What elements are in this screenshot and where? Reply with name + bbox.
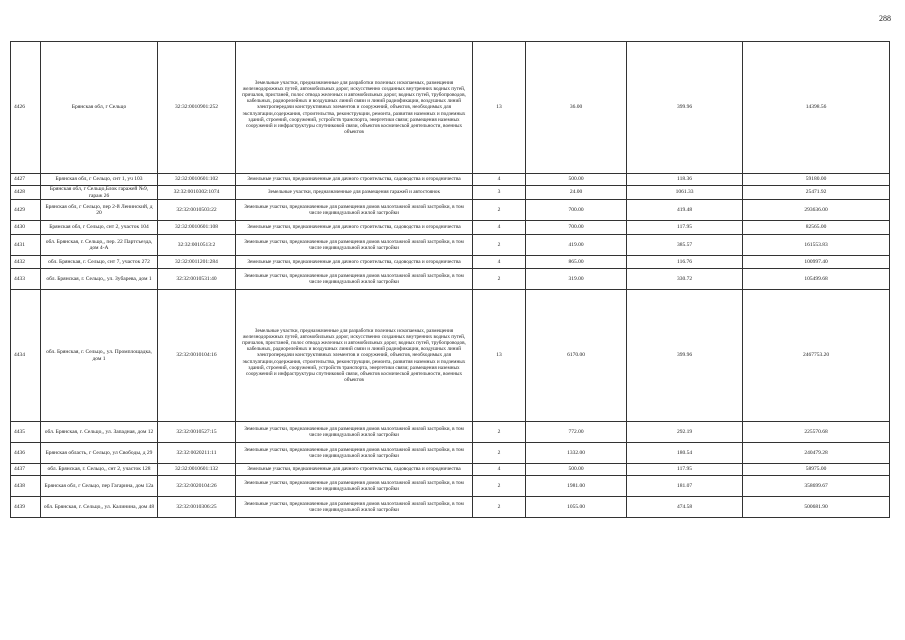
row-cadastral-value: 500681.90: [743, 497, 890, 518]
row-cadastral-number: 32:32:0020104:26: [158, 476, 236, 497]
row-cadastral-number: 32:32:0010104:16: [158, 290, 236, 422]
land-registry-table: [10, 41, 890, 518]
row-category-code: 2: [473, 200, 526, 221]
row-land-purpose: Земельные участки, предназначенные для дачного строительства, садоводства и огородничества: [236, 174, 473, 186]
row-cadastral-number: 32:32:0010601:108: [158, 221, 236, 235]
row-category-code: 13: [473, 290, 526, 422]
row-address: обл. Брянская, г. Сельцо,, пер. 22 Партсъезда, дом 4-А: [41, 235, 158, 256]
row-cadastral-number: 32:32:0010601:102: [158, 174, 236, 186]
row-cadastral-value: 59180.00: [743, 174, 890, 186]
row-cadastral-rate: 292.19: [627, 422, 743, 443]
row-cadastral-rate: 180.54: [627, 443, 743, 464]
table-row: [11, 443, 890, 464]
row-category-code: 2: [473, 235, 526, 256]
row-land-purpose: Земельные участки, предназначенные для размещения домов малоэтажной жилой застройки, в том числе индивидуальной жилой застройки: [236, 200, 473, 221]
row-number: 4438: [11, 476, 41, 497]
row-cadastral-rate: 330.72: [627, 269, 743, 290]
row-area: 1055.00: [526, 497, 627, 518]
page-number: 288: [879, 14, 891, 23]
row-category-code: 2: [473, 497, 526, 518]
row-cadastral-number: 32:32:0010302:1074: [158, 186, 236, 200]
table-row: [11, 221, 890, 235]
row-number: 4427: [11, 174, 41, 186]
row-number: 4430: [11, 221, 41, 235]
row-area: 700.00: [526, 221, 627, 235]
table-row: [11, 200, 890, 221]
row-cadastral-rate: 1061.33: [627, 186, 743, 200]
row-address: Брянская область, г Сельцо, ул Свободы, д 29: [41, 443, 158, 464]
row-address: Брянская обл, г Сельцо, пер 2-й Ленинский, д 20: [41, 200, 158, 221]
row-category-code: 2: [473, 269, 526, 290]
row-cadastral-number: 32:32:0010503:22: [158, 200, 236, 221]
row-cadastral-rate: 474.58: [627, 497, 743, 518]
row-cadastral-number: 32:32:0010901:252: [158, 42, 236, 174]
row-cadastral-value: 14398.56: [743, 42, 890, 174]
row-cadastral-rate: 399.96: [627, 290, 743, 422]
row-address: Брянская обл, г Сельцо, снт 2, участок 104: [41, 221, 158, 235]
row-area: 419.00: [526, 235, 627, 256]
table-row: [11, 290, 890, 422]
table-row: [11, 476, 890, 497]
row-cadastral-number: 32:32:0010527:15: [158, 422, 236, 443]
row-area: 36.00: [526, 42, 627, 174]
table-row: [11, 269, 890, 290]
table-row: [11, 256, 890, 269]
row-category-code: 2: [473, 422, 526, 443]
row-cadastral-number: 32:32:0010531:40: [158, 269, 236, 290]
row-cadastral-rate: 399.96: [627, 42, 743, 174]
row-area: 319.00: [526, 269, 627, 290]
row-cadastral-value: 2467753.20: [743, 290, 890, 422]
row-address: обл. Брянская, г. Сельцо, снт 7, участок 272: [41, 256, 158, 269]
row-area: 500.00: [526, 464, 627, 476]
row-number: 4433: [11, 269, 41, 290]
row-address: Брянская обл, г Сельцо, пер Гагарина, дом 12а: [41, 476, 158, 497]
table-row: [11, 422, 890, 443]
table-row: [11, 235, 890, 256]
row-land-purpose: Земельные участки, предназначенные для размещения домов малоэтажной жилой застройки, в том числе индивидуальной жилой застройки: [236, 422, 473, 443]
row-number: 4429: [11, 200, 41, 221]
row-land-purpose: Земельные участки, предназначенные для размещения домов малоэтажной жилой застройки, в том числе индивидуальной жилой застройки: [236, 443, 473, 464]
row-cadastral-value: 358699.67: [743, 476, 890, 497]
row-category-code: 4: [473, 221, 526, 235]
row-address: обл. Брянская, г. Сельцо,, снт 2, участок 128: [41, 464, 158, 476]
row-number: 4435: [11, 422, 41, 443]
table-row: [11, 186, 890, 200]
row-land-purpose: Земельные участки, предназначенные для размещения домов малоэтажной жилой застройки, в том числе индивидуальной жилой застройки: [236, 269, 473, 290]
row-category-code: 2: [473, 443, 526, 464]
row-cadastral-rate: 118.36: [627, 174, 743, 186]
row-number: 4436: [11, 443, 41, 464]
row-address: Брянская обл, г Сельцо, снт 1, уч 103: [41, 174, 158, 186]
row-category-code: 4: [473, 464, 526, 476]
row-area: 772.00: [526, 422, 627, 443]
row-number: 4432: [11, 256, 41, 269]
table-row: [11, 464, 890, 476]
row-category-code: 3: [473, 186, 526, 200]
row-number: 4439: [11, 497, 41, 518]
row-number: 4426: [11, 42, 41, 174]
row-category-code: 2: [473, 476, 526, 497]
row-cadastral-value: 293636.00: [743, 200, 890, 221]
row-cadastral-rate: 117.95: [627, 221, 743, 235]
row-land-purpose: Земельные участки, предназначенные для дачного строительства, садоводства и огородничества: [236, 256, 473, 269]
row-cadastral-number: 32:32:0020211:11: [158, 443, 236, 464]
row-address: обл. Брянская, г. Сельцо,, ул. Промплощадка, дом 1: [41, 290, 158, 422]
row-cadastral-value: 82565.00: [743, 221, 890, 235]
row-area: 865.00: [526, 256, 627, 269]
row-cadastral-value: 240479.28: [743, 443, 890, 464]
row-cadastral-rate: 181.07: [627, 476, 743, 497]
row-cadastral-value: 105499.68: [743, 269, 890, 290]
row-cadastral-rate: 419.48: [627, 200, 743, 221]
row-land-purpose: Земельные участки, предназначенные для размещения домов малоэтажной жилой застройки, в том числе индивидуальной жилой застройки: [236, 476, 473, 497]
row-area: 700.00: [526, 200, 627, 221]
row-cadastral-number: 32:32:0010513:2: [158, 235, 236, 256]
row-number: 4437: [11, 464, 41, 476]
row-cadastral-value: 225570.68: [743, 422, 890, 443]
row-address: Брянская обл, г Сельцо: [41, 42, 158, 174]
row-land-purpose: Земельные участки, предназначенные для размещения домов малоэтажной жилой застройки, в том числе индивидуальной жилой застройки: [236, 235, 473, 256]
row-area: 1332.00: [526, 443, 627, 464]
row-number: 4431: [11, 235, 41, 256]
row-cadastral-value: 58975.00: [743, 464, 890, 476]
row-cadastral-value: 100997.40: [743, 256, 890, 269]
row-land-purpose: Земельные участки, предназначенные для дачного строительства, садоводства и огородничества: [236, 221, 473, 235]
row-cadastral-value: 161553.83: [743, 235, 890, 256]
row-area: 24.00: [526, 186, 627, 200]
row-address: обл. Брянская, г. Сельцо,, ул. Зубарева, дом 1: [41, 269, 158, 290]
row-area: 1981.00: [526, 476, 627, 497]
row-category-code: 4: [473, 174, 526, 186]
row-number: 4428: [11, 186, 41, 200]
row-number: 4434: [11, 290, 41, 422]
row-land-purpose: Земельные участки, предназначенные для размещения домов малоэтажной жилой застройки, в том числе индивидуальной жилой застройки: [236, 497, 473, 518]
row-address: обл. Брянская, г. Сельцо,, ул. Западная, дом 12: [41, 422, 158, 443]
row-cadastral-number: 32:32:0010601:132: [158, 464, 236, 476]
row-cadastral-number: 32:32:0011201:284: [158, 256, 236, 269]
row-cadastral-rate: 116.76: [627, 256, 743, 269]
row-cadastral-value: 25471.92: [743, 186, 890, 200]
table-row: [11, 497, 890, 518]
row-cadastral-number: 32:32:0010306:25: [158, 497, 236, 518]
row-land-purpose: Земельные участки, предназначенные для разработки полезных ископаемых, размещения железнодорожных путей, автомобильных дорог, искусственно созданных внутренних водных путей, причалов, пристаней, полос отвода железных и автомобильных дорог, водных путей, трубопроводов, кабельных, радиорелейных и воздушных линий связи и линий радиофикации, воздушных линий электропередачи конструктивных элементов и сооружений, объектов, необходимых для эксплуатации,содержания, строительства, реконструкции, ремонта, развития наземных и подземных зданий, строений, сооружений, устройств транспорта, энергетики связи; размещения наземных сооружений и инфраструктуры спутниковой связи, объектов космической деятельности, военных объектов: [236, 290, 473, 422]
table-row: [11, 42, 890, 174]
row-land-purpose: Земельные участки, предназначенные для размещения гаражей и автостоянок: [236, 186, 473, 200]
table-row: [11, 174, 890, 186]
row-land-purpose: Земельные участки, предназначенные для дачного строительства, садоводства и огородничества: [236, 464, 473, 476]
row-area: 6170.00: [526, 290, 627, 422]
row-cadastral-rate: 385.57: [627, 235, 743, 256]
row-land-purpose: Земельные участки, предназначенные для разработки полезных ископаемых, размещения железнодорожных путей, автомобильных дорог, искусственно созданных внутренних водных путей, причалов, пристаней, полос отвода железных и автомобильных дорог, водных путей, трубопроводов, кабельных, радиорелейных и воздушных линий связи и линий радиофикации, воздушных линий электропередачи конструктивных элементов и сооружений, объектов, необходимых для эксплуатации,содержания, строительства, реконструкции, ремонта, развития наземных и подземных зданий, строений, сооружений, устройств транспорта, энергетики связи; размещения наземных сооружений и инфраструктуры спутниковой связи, объектов космической деятельности, военных объектов: [236, 42, 473, 174]
row-cadastral-rate: 117.95: [627, 464, 743, 476]
row-category-code: 4: [473, 256, 526, 269]
row-area: 500.00: [526, 174, 627, 186]
row-category-code: 13: [473, 42, 526, 174]
row-address: обл. Брянская, г. Сельцо,, ул. Калинина, дом 48: [41, 497, 158, 518]
row-address: Брянская обл, г Сельцо,Блок гаражей №9, гараж 26: [41, 186, 158, 200]
